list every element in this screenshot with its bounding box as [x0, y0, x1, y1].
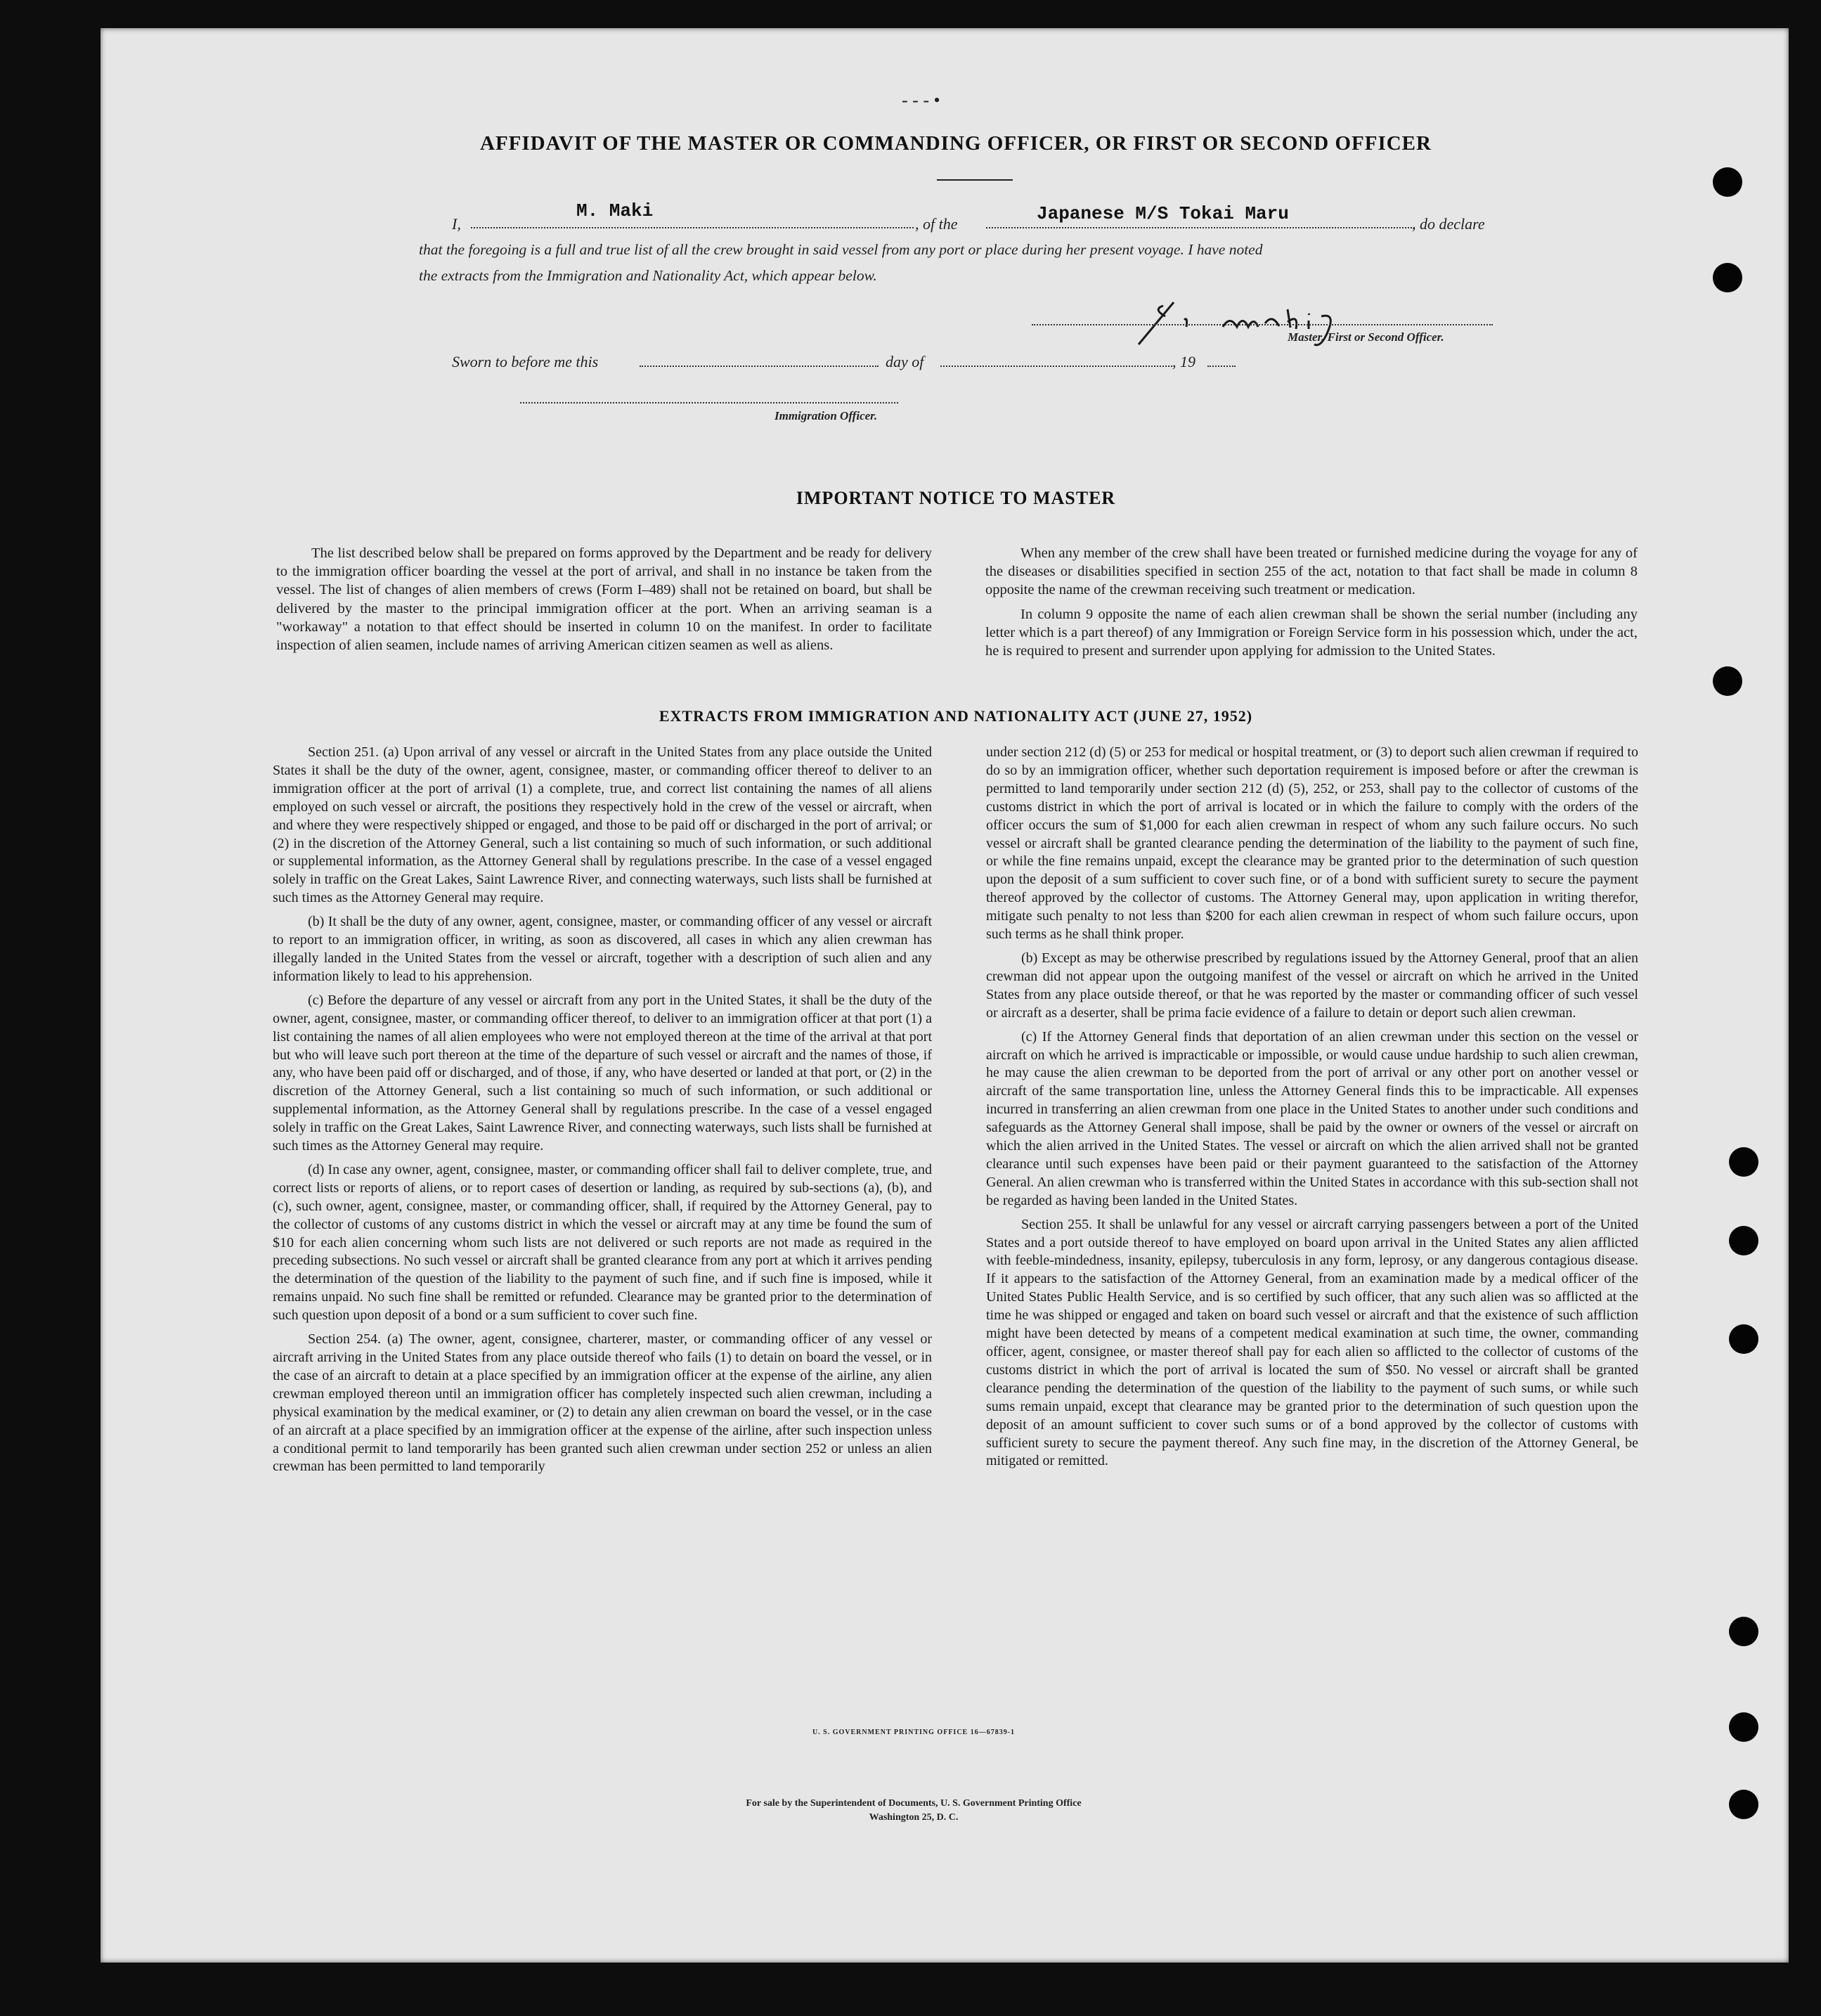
- notice-right-paragraph-1: When any member of the crew shall have been treated or furnished medicine during the voyage for any of the diseases or disabilities specified in section 255 of the act, notation to that fact shall be made in column 8 opposite the name of the crewman receiving such treatment or medication.: [985, 545, 1638, 598]
- extract-paragraph: (b) Except as may be otherwise prescribed by regulations issued by the Attorney General, proof that an alien crewman did not appear upon the outgoing manifest of the vessel or aircraft on which he arrived in the United States from any place outside thereof, or that he was reported by the master or commanding officer of such vessel or aircraft as a deserter, shall be prima facie evidence of a failure to detain or deport such alien crewman.: [986, 950, 1638, 1021]
- punch-hole: [1729, 1790, 1758, 1819]
- extract-paragraph: Section 254. (a) The owner, agent, consignee, charterer, master, or commanding officer of any vessel or aircraft arriving in the United States from any place outside thereof who fails (1) to detain on board the vessel, or in the case of an aircraft to detain at a place specified by an immigration officer at the expense of the airline, any alien crewman employed thereon until an immigration officer has completely inspected such alien crewman, including a physical examination by the medical examiner, or (2) to detain any alien crewman on board the vessel, or in the case of an aircraft at a place specified by an immigration officer at the expense of the airline, after such inspection unless a conditional permit to land temporarily has been granted such alien crewman under section 252 or unless an alien crewman has been permitted to land temporarily: [273, 1331, 932, 1475]
- notice-right-column: [985, 544, 1638, 666]
- vessel-line: [986, 227, 1415, 228]
- i-label: I,: [452, 215, 461, 233]
- punch-hole: [1713, 167, 1742, 197]
- printing-office-line: U. S. GOVERNMENT PRINTING OFFICE 16—67839-1: [812, 1729, 1016, 1736]
- extract-paragraph: (c) If the Attorney General finds that deportation of an alien crewman under this section on the vessel or aircraft on which he arrived is impracticable or impossible, or would cause undue hardship to such alien crewman, he may cause the alien crewman to be deported from the port of arrival or any other port on another vessel or aircraft of the same transportation line, unless the Attorney General finds this to be impracticable. All expenses incurred in transferring an alien crewman from one place in the United States to another under such conditions and safeguards as the Attorney General shall impose, shall be paid by the owner or owners of the vessel or aircraft on which the alien arrived in the United States. The vessel or aircraft on which the alien arrived shall not be granted clearance until such expenses have been paid or their payment guaranteed to the satisfaction of the Attorney General. An alien crewman who is transferred within the United States in accordance with this sub-section shall not be regarded as having been landed in the United States.: [986, 1028, 1638, 1208]
- punch-hole: [1729, 1324, 1758, 1354]
- title-rule: [937, 179, 1013, 181]
- punch-hole: [1713, 263, 1742, 292]
- extract-paragraph: under section 212 (d) (5) or 253 for medical or hospital treatment, or (3) to deport such alien crewman if required to do so by an immigration officer, whether such deportation requirement is imposed before or after the crewman is permitted to land temporarily under section 212 (d) (5), 252, or 253, shall pay to the collector of customs of the customs district in which the port of arrival is located or in which the failure to comply with the orders of the officer occurs the sum of $1,000 for each alien crewman in respect of whom any such failure occurs. No such vessel or aircraft shall be granted clearance pending the determination of the liability to the payment of such fine, or while the fine remains unpaid, except the clearance may be granted prior to the determination of such question upon the deposit of a sum sufficient to cover such fine, or of a bond with sufficient surety to secure the payment thereof approved by the collector of customs. The Attorney General may, upon application in writing therefor, mitigate such penalty to not less than $200 for each alien crewman in respect of whom such failure occurs, upon such terms as he shall think proper.: [986, 744, 1638, 943]
- of-the-label: , of the: [915, 215, 958, 233]
- notice-left-paragraph: The list described below shall be prepared on forms approved by the Department and be ready for delivery to the immigration officer boarding the vessel at the port of arrival, and shall in no instance be taken from the vessel. The list of changes of alien members of crews (Form I–489) shall not be retained on board, but shall be delivered by the master to the principal immigration officer at the port. When an arriving seaman is a "workaway" a notation to that effect should be inserted in column 10 on the manifest. In order to facilitate inspection of alien seamen, include names of arriving American citizen seamen as well as aliens.: [276, 545, 932, 654]
- immigration-officer-caption: Immigration Officer.: [775, 409, 878, 422]
- name-line: [471, 227, 914, 228]
- affidavit-title: AFFIDAVIT OF THE MASTER OR COMMANDING OFFICER, OR FIRST OR SECOND OFFICER: [480, 132, 1432, 155]
- master-name-field: M. Maki: [576, 200, 654, 221]
- declaration-line-1: that the foregoing is a full and true list of all the crew brought in said vessel from any port or place during her present voyage. I have noted: [419, 241, 1263, 258]
- sale-line-2: Washington 25, D. C.: [869, 1812, 959, 1823]
- extract-paragraph: Section 251. (a) Upon arrival of any vessel or aircraft in the United States from any place outside the United States it shall be the duty of the owner, agent, consignee, master, or commanding officer thereof to deliver to an immigration officer at the port of arrival (1) a complete, true, and correct list containing the names of all aliens employed on such vessel or aircraft, the positions they respectively hold in the crew of the vessel or aircraft, when and where they were respectively shipped or engaged, and those to be paid off or discharged in the port of arrival; or (2) in the discretion of the Attorney General, such a list containing so much of such information, or such additional or supplemental information, as the Attorney General shall by regulations prescribe. In the case of a vessel engaged solely in traffic on the Great Lakes, Saint Lawrence River, and connecting waterways, such lists shall be furnished at such times as the Attorney General may require.: [273, 744, 932, 906]
- sworn-day-line: [640, 366, 879, 367]
- extract-paragraph: Section 255. It shall be unlawful for any vessel or aircraft carrying passengers between a port of the United States and a port outside thereof to have employed on board upon arrival in the United States any alien afflicted with feeble-mindedness, insanity, epilepsy, tuberculosis in any form, leprosy, or any dangerous contagious disease. If it appears to the satisfaction of the Attorney General, from an examination made by a medical officer of the United States Public Health Service, and is so certified by such officer, that any such alien was so afflicted at the time he was shipped or engaged and taken on board such vessel or aircraft and that the existence of such affliction might have been detected by means of a competent medical examination at such time, the owner, commanding officer, agent, consignee, or master thereof shall pay for each alien so afflicted to the collector of customs of the customs district in which the port of arrival is located the sum of $50. No vessel or aircraft shall be granted clearance pending the determination of the question of the liability to the payment of such sums, or while such sums remain unpaid, except that clearance may be granted prior to the determination of such question upon the deposit of an amount sufficient to cover such sums or of a bond approved by the collector of customs with sufficient surety to secure the payment thereof. Any such fine may, in the discretion of the Attorney General, be mitigated or remitted.: [986, 1216, 1638, 1469]
- sale-line-1: For sale by the Superintendent of Documents, U. S. Government Printing Office: [746, 1798, 1082, 1809]
- punch-hole: [1729, 1617, 1758, 1646]
- punch-hole: [1729, 1147, 1758, 1177]
- vessel-name-field: Japanese M/S Tokai Maru: [1037, 203, 1289, 224]
- punch-hole: [1729, 1712, 1758, 1742]
- extract-paragraph: (c) Before the departure of any vessel or aircraft from any port in the United States, it shall be the duty of the owner, agent, consignee, master, or commanding officer thereof, to deliver to an immigration officer at that port (1) a list containing the names of all alien employees who were not employed thereon at the time of the arrival at that port but who will leave such port thereon at the time of the departure of such vessel or aircraft and the names of those, if any, who have been paid off or discharged, and of those, if any, who have deserted or landed at that port, or (2) in the discretion of the Attorney General, such a list containing so much of such information, or such additional or supplemental information, as the Attorney General shall by regulations prescribe. In the case of a vessel engaged solely in traffic on the Great Lakes, Saint Lawrence River, and connecting waterways, such lists shall be furnished at such times as the Attorney General may require.: [273, 992, 932, 1154]
- day-of-label: day of: [886, 353, 924, 370]
- extracts-left-column: [273, 744, 932, 1482]
- notice-right-paragraph-2: In column 9 opposite the name of each alien crewman shall be shown the serial number (including any letter which is a part thereof) of any Immigration or Foreign Service form in his possession which, under the act, he is required to present and surrender upon applying for admission to the United States.: [985, 606, 1638, 659]
- sworn-month-line: [940, 366, 1172, 367]
- punch-hole: [1713, 666, 1742, 696]
- immigration-officer-line: [520, 402, 898, 403]
- year-prefix-label: , 19: [1172, 353, 1195, 370]
- notice-title: IMPORTANT NOTICE TO MASTER: [796, 488, 1116, 508]
- extracts-right-column: [986, 744, 1638, 1476]
- extract-paragraph: (d) In case any owner, agent, consignee, master, or commanding officer shall fail to deliver complete, true, and correct lists or reports of aliens, or to report cases of desertion or landing, as required by sub-sections (a), (b), and (c), such owner, agent, consignee, master, or commanding officer, shall, if required by the Attorney General, pay to the collector of customs of any customs district in which the vessel or aircraft may at any time be found the sum of $10 for each alien concerning whom such lists are not delivered or such reports are not made as required in the preceding subsections. No such vessel or aircraft shall be granted clearance from any port at which it arrives pending the determination of the question of the liability to the payment of such fine, and if such fine is imposed, while it remains unpaid. No such fine shall be remitted or refunded. Clearance may be granted prior to the determination of such question upon deposit of a bond or a sum sufficient to cover such fine.: [273, 1161, 932, 1324]
- notice-left-column: [276, 544, 932, 660]
- extracts-title: EXTRACTS FROM IMMIGRATION AND NATIONALITY ACT (JUNE 27, 1952): [659, 707, 1253, 725]
- declaration-line-2: the extracts from the Immigration and Nationality Act, which appear below.: [419, 267, 877, 284]
- extract-paragraph: (b) It shall be the duty of any owner, agent, consignee, master, or commanding officer of any vessel or aircraft to report to an immigration officer, in writing, as soon as discovered, all cases in which any alien crewman has illegally landed in the United States from the vessel or aircraft, together with a description of such alien and any information likely to lead to his apprehension.: [273, 914, 932, 984]
- do-declare-label: , do declare: [1412, 215, 1485, 233]
- signature-line: [1032, 324, 1493, 325]
- sworn-year-line: [1207, 366, 1236, 367]
- sworn-label: Sworn to before me this: [452, 353, 599, 370]
- signature-caption: Master, First or Second Officer.: [1288, 330, 1444, 344]
- punch-hole: [1729, 1226, 1758, 1255]
- top-marks: - - - •: [902, 90, 940, 110]
